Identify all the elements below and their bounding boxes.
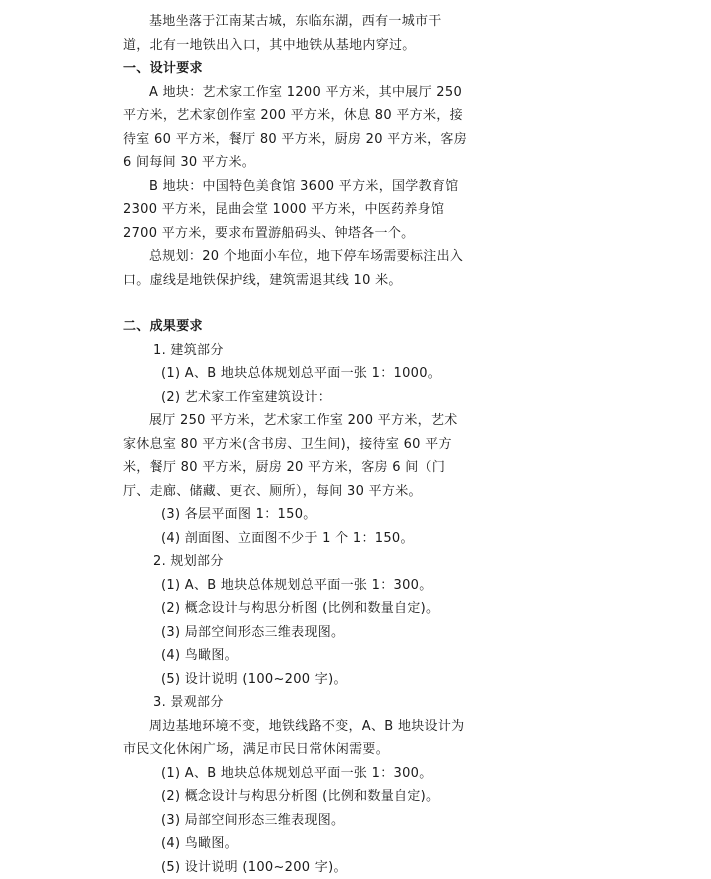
plan-item-2: (2) 概念设计与构思分析图 (比例和数量自定)。 bbox=[123, 597, 468, 621]
plan-item-1: (1) A、B 地块总体规划总平面一张 1：300。 bbox=[123, 574, 468, 598]
subsection-title-architecture: 1. 建筑部分 bbox=[123, 339, 468, 363]
landscape-item-1: (1) A、B 地块总体规划总平面一张 1：300。 bbox=[123, 762, 468, 786]
arch-item-2: (2) 艺术家工作室建筑设计： bbox=[123, 386, 468, 410]
plot-b-paragraph: B 地块：中国特色美食馆 3600 平方米，国学教育馆 2300 平方米，昆曲会堂 1000 平方米，中医药养身馆 2700 平方米，要求布置游船码头、钟塔各一个。 bbox=[123, 175, 468, 246]
section-heading-deliverables: 二、成果要求 bbox=[123, 315, 468, 339]
master-plan-paragraph: 总规划：20 个地面小车位，地下停车场需要标注出入口。虚线是地铁保护线，建筑需退其线 10 米。 bbox=[123, 245, 468, 292]
document-body bbox=[123, 10, 468, 879]
landscape-item-4: (4) 鸟瞰图。 bbox=[123, 832, 468, 856]
arch-detail-paragraph: 展厅 250 平方米，艺术家工作室 200 平方米，艺术家休息室 80 平方米(含书房、卫生间)，接待室 60 平方米，餐厅 80 平方米，厨房 20 平方米，客房 6 间（门厅、走廊、储藏、更衣、厕所），每间 30 平方米。 bbox=[123, 409, 468, 503]
plot-a-paragraph: A 地块：艺术家工作室 1200 平方米，其中展厅 250 平方米，艺术家创作室 200 平方米，休息 80 平方米，接待室 60 平方米，餐厅 80 平方米，厨房 20 平方米，客房 6 间每间 30 平方米。 bbox=[123, 81, 468, 175]
arch-item-1: (1) A、B 地块总体规划总平面一张 1：1000。 bbox=[123, 362, 468, 386]
landscape-item-3: (3) 局部空间形态三维表现图。 bbox=[123, 809, 468, 833]
subsection-title-planning: 2. 规划部分 bbox=[123, 550, 468, 574]
intro-paragraph: 基地坐落于江南某古城，东临东湖，西有一城市干道，北有一地铁出入口，其中地铁从基地内穿过。 bbox=[123, 10, 468, 57]
subsection-title-landscape: 3. 景观部分 bbox=[123, 691, 468, 715]
arch-item-3: (3) 各层平面图 1：150。 bbox=[123, 503, 468, 527]
plan-item-4: (4) 鸟瞰图。 bbox=[123, 644, 468, 668]
plan-item-5: (5) 设计说明 (100~200 字)。 bbox=[123, 668, 468, 692]
section-spacer bbox=[123, 292, 468, 315]
section-heading-design-requirements: 一、设计要求 bbox=[123, 57, 468, 81]
landscape-description: 周边基地环境不变，地铁线路不变，A、B 地块设计为市民文化休闲广场，满足市民日常休闲需要。 bbox=[123, 715, 468, 762]
landscape-item-5: (5) 设计说明 (100~200 字)。 bbox=[123, 856, 468, 879]
arch-item-4: (4) 剖面图、立面图不少于 1 个 1：150。 bbox=[123, 527, 468, 551]
landscape-item-2: (2) 概念设计与构思分析图 (比例和数量自定)。 bbox=[123, 785, 468, 809]
plan-item-3: (3) 局部空间形态三维表现图。 bbox=[123, 621, 468, 645]
